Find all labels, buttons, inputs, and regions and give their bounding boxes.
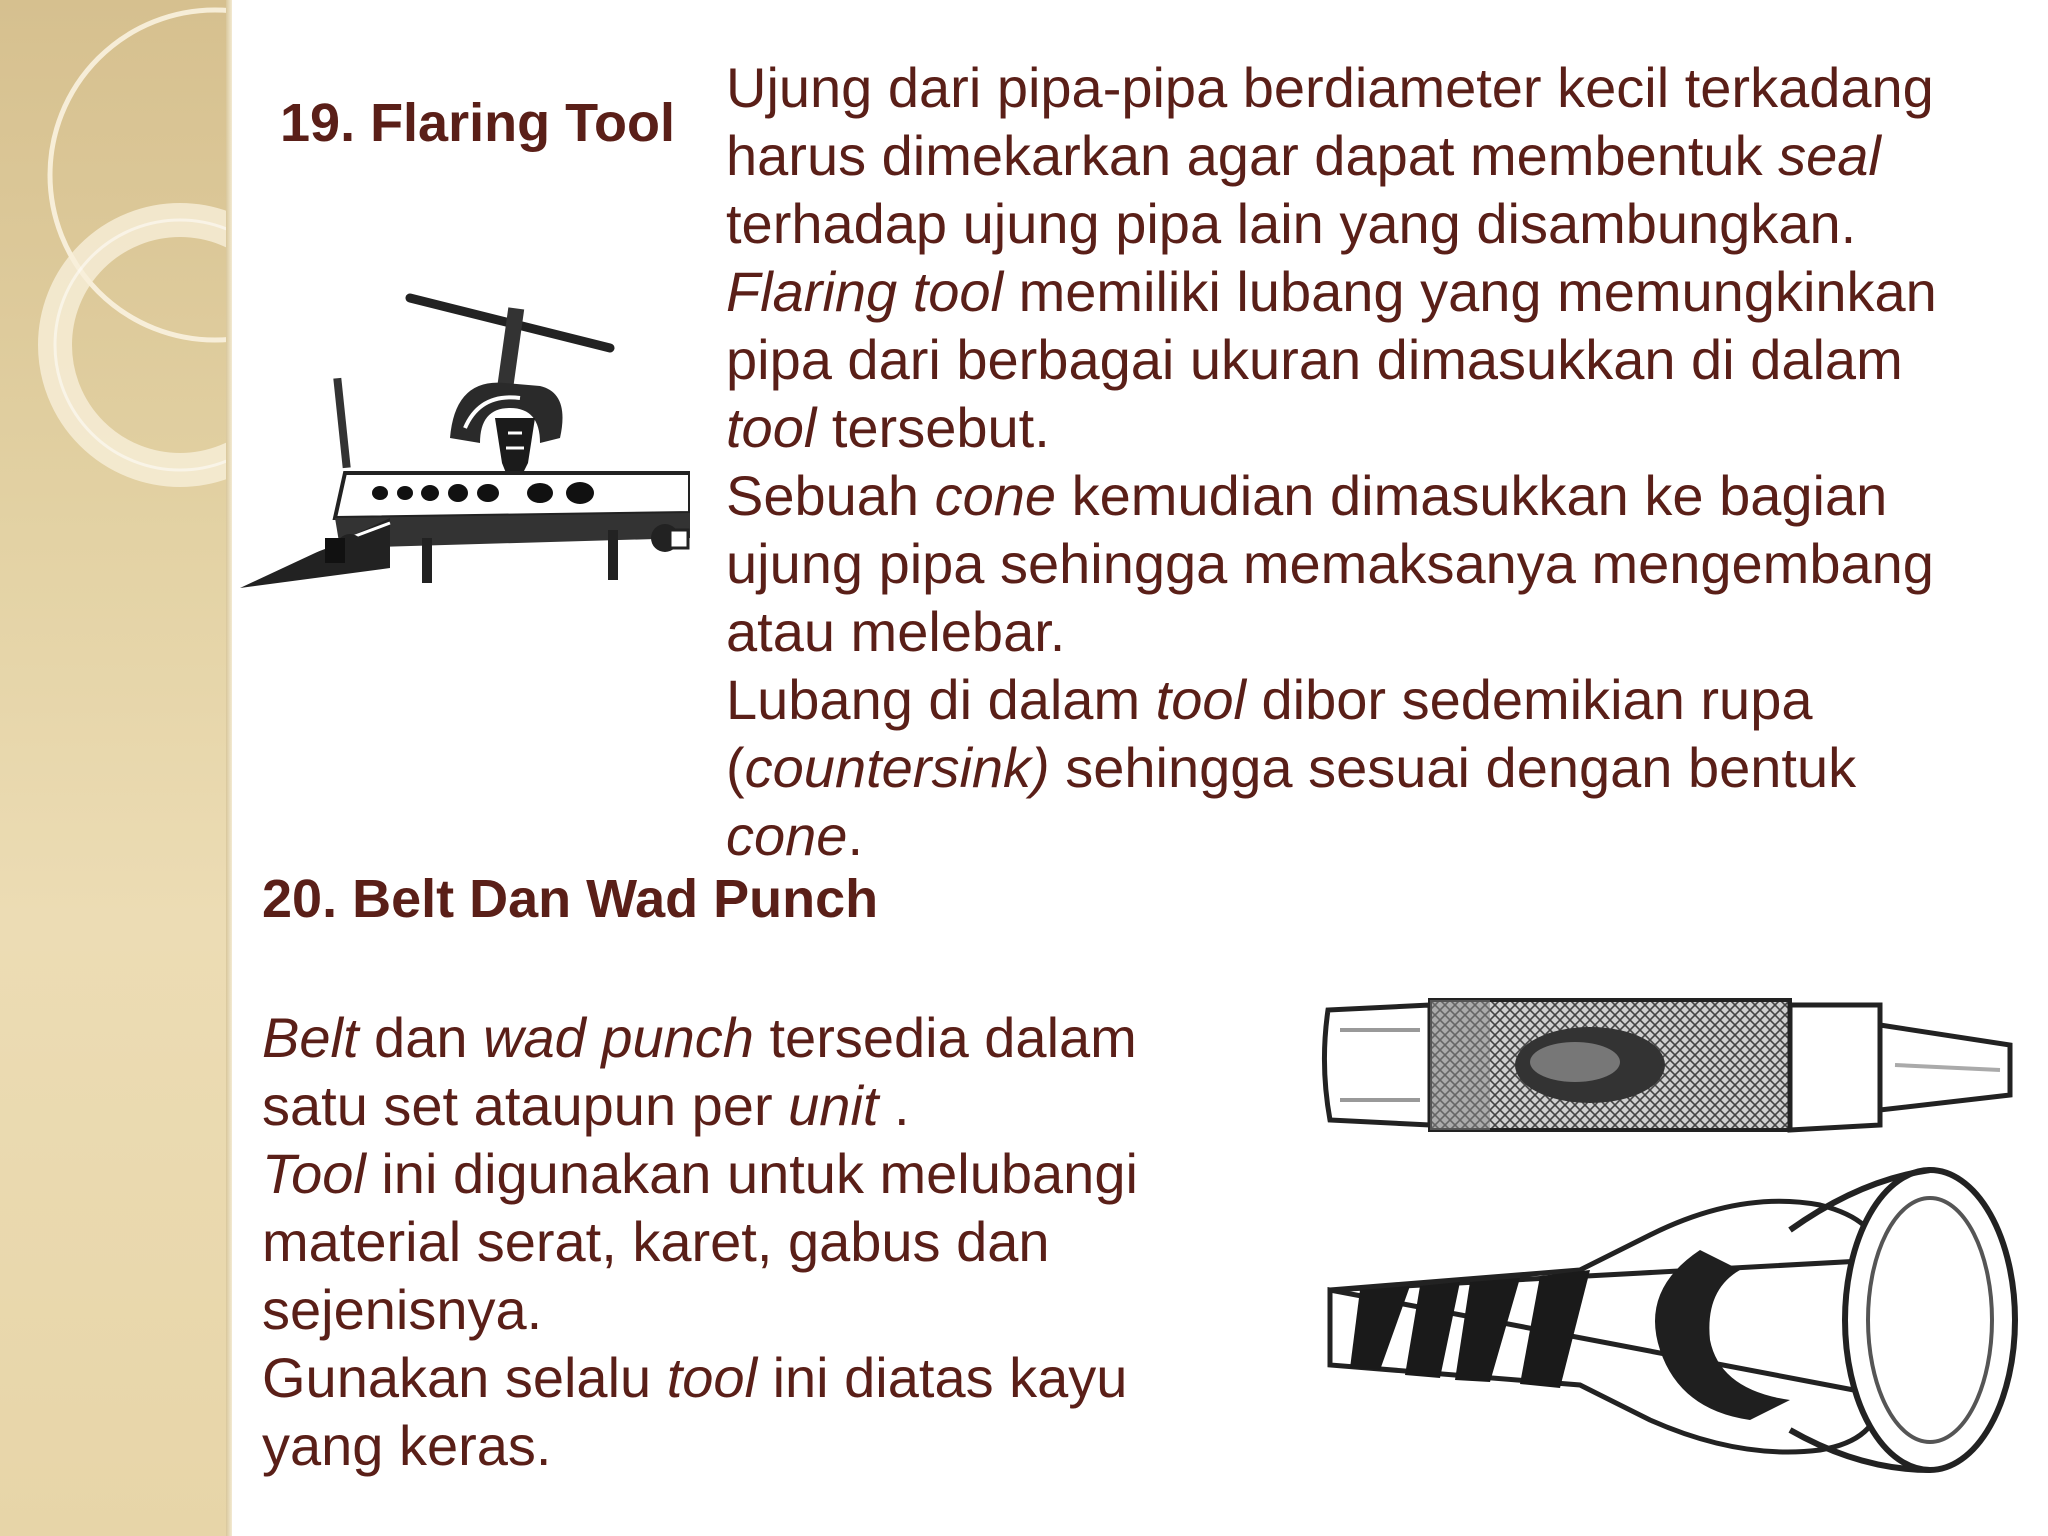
text-run: material serat, karet, gabus dan bbox=[262, 1210, 1050, 1273]
text-run: Ujung dari pipa-pipa berdiameter kecil terkadang bbox=[726, 56, 1934, 119]
text-line bbox=[726, 190, 1937, 258]
text-line bbox=[726, 258, 1937, 326]
decorative-sidebar bbox=[0, 0, 230, 1536]
text-run: dibor sedemikian rupa bbox=[1245, 668, 1813, 731]
italic-run: Flaring tool bbox=[726, 260, 1004, 323]
italic-run: tool bbox=[726, 396, 817, 459]
italic-run: countersink) bbox=[744, 736, 1050, 799]
text-run: memiliki lubang yang memungkinkan bbox=[1003, 260, 1937, 323]
text-line bbox=[726, 326, 1937, 394]
heading-belt-wad-punch: 20. Belt Dan Wad Punch bbox=[262, 869, 879, 929]
text-run: atau melebar. bbox=[726, 600, 1066, 663]
text-line bbox=[262, 1140, 1138, 1208]
text-run: kemudian dimasukkan ke bagian bbox=[1056, 464, 1888, 527]
text-line bbox=[726, 734, 1937, 802]
text-line bbox=[726, 122, 1937, 190]
text-line bbox=[262, 1412, 1138, 1480]
italic-run: Belt bbox=[262, 1006, 359, 1069]
paragraph-belt-wad-punch bbox=[262, 1004, 1138, 1480]
text-line bbox=[726, 802, 1937, 870]
decorative-rings bbox=[0, 0, 230, 1536]
flaring-tool-illustration bbox=[240, 268, 690, 608]
text-run: . bbox=[878, 1074, 910, 1137]
text-line bbox=[726, 530, 1937, 598]
text-run: yang keras. bbox=[262, 1414, 552, 1477]
text-run: pipa dari berbagai ukuran dimasukkan di dalam bbox=[726, 328, 1903, 391]
text-line bbox=[262, 1004, 1138, 1072]
text-run: Sebuah bbox=[726, 464, 935, 527]
text-run: harus dimekarkan agar dapat membentuk bbox=[726, 124, 1779, 187]
text-line bbox=[726, 598, 1937, 666]
belt-wad-punch-illustration bbox=[1320, 990, 2020, 1480]
text-run: dan bbox=[358, 1006, 484, 1069]
sidebar-edge bbox=[226, 0, 232, 1536]
text-run: ini diatas kayu bbox=[757, 1346, 1128, 1409]
text-run: sehingga sesuai dengan bentuk bbox=[1049, 736, 1857, 799]
text-run: Lubang di dalam bbox=[726, 668, 1156, 731]
italic-run: cone bbox=[934, 464, 1057, 527]
text-run: tersebut. bbox=[816, 396, 1050, 459]
italic-run: Tool bbox=[262, 1142, 366, 1205]
italic-run: tool bbox=[1155, 668, 1246, 731]
text-run: sejenisnya. bbox=[262, 1278, 543, 1341]
italic-run: seal bbox=[1778, 124, 1881, 187]
text-run: . bbox=[847, 804, 863, 867]
text-run: tersedia dalam bbox=[753, 1006, 1137, 1069]
text-line bbox=[726, 666, 1937, 734]
text-run: terhadap ujung pipa lain yang disambungkan. bbox=[726, 192, 1857, 255]
text-line bbox=[726, 462, 1937, 530]
italic-run: wad punch bbox=[483, 1006, 754, 1069]
text-line bbox=[262, 1276, 1138, 1344]
text-run: ( bbox=[726, 736, 745, 799]
text-run: satu set ataupun per bbox=[262, 1074, 789, 1137]
text-run: Gunakan selalu bbox=[262, 1346, 667, 1409]
text-run: ini digunakan untuk melubangi bbox=[365, 1142, 1138, 1205]
text-line bbox=[726, 394, 1937, 462]
text-run: ujung pipa sehingga memaksanya mengembang bbox=[726, 532, 1934, 595]
text-line bbox=[262, 1072, 1138, 1140]
text-line bbox=[726, 54, 1937, 122]
italic-run: unit bbox=[788, 1074, 879, 1137]
heading-flaring-tool: 19. Flaring Tool bbox=[280, 93, 676, 153]
text-line bbox=[262, 1344, 1138, 1412]
paragraph-flaring-tool bbox=[726, 54, 1937, 870]
text-line bbox=[262, 1208, 1138, 1276]
italic-run: tool bbox=[666, 1346, 758, 1409]
italic-run: cone bbox=[726, 804, 848, 867]
